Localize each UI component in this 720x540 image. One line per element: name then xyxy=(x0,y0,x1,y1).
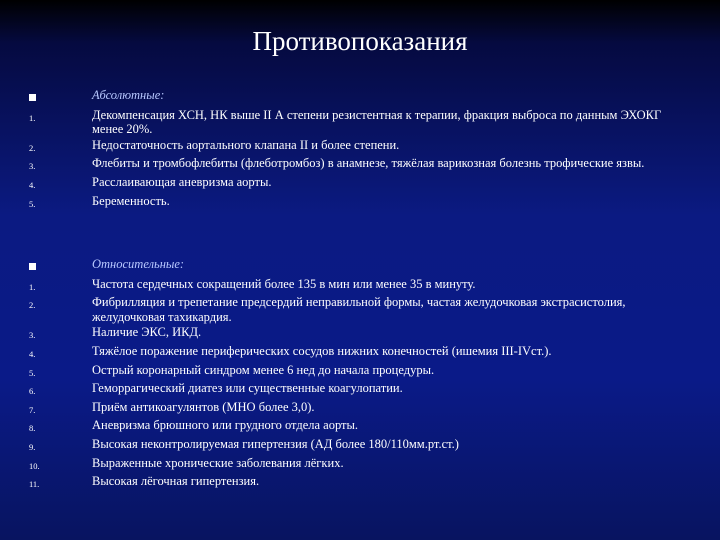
item-number: 10. xyxy=(29,460,40,471)
list-item xyxy=(0,363,720,381)
square-bullet-icon xyxy=(29,94,36,101)
item-number: 6. xyxy=(29,386,36,397)
item-number: 3. xyxy=(29,161,36,172)
item-number: 4. xyxy=(29,348,36,359)
list-item xyxy=(0,295,720,324)
list-item xyxy=(0,175,720,193)
item-text: Фибрилляция и трепетание предсердий неправильной формы, частая желудочковая экстрасистолия, желудочковая тахикардия. xyxy=(92,295,626,324)
list-item xyxy=(0,277,720,295)
item-text: Аневризма брюшного или грудного отдела аорты. xyxy=(92,418,359,433)
item-text: Геморрагический диатез или существенные коагулопатии. xyxy=(92,381,403,396)
list-item xyxy=(0,474,720,492)
list-item xyxy=(0,108,720,137)
item-text: Приём антикоагулянтов (МНО более 3,0). xyxy=(92,399,315,414)
item-text: Наличие ЭКС, ИКД. xyxy=(92,325,202,340)
item-number: 8. xyxy=(29,423,36,434)
item-number: 1. xyxy=(29,281,36,292)
item-number: 5. xyxy=(29,198,36,209)
item-number: 2. xyxy=(29,300,36,311)
list-item xyxy=(0,381,720,399)
item-text: Выраженные хронические заболевания лёгких. xyxy=(92,455,344,470)
relative-heading-row xyxy=(0,257,720,275)
item-text: Расслаивающая аневризма аорты. xyxy=(92,174,272,189)
item-text: Высокая лёгочная гипертензия. xyxy=(92,474,260,489)
item-text: Недостаточность аортального клапана II и более степени. xyxy=(92,137,400,152)
square-bullet-icon xyxy=(29,263,36,270)
list-item xyxy=(0,194,720,212)
relative-heading: Относительные: xyxy=(92,257,185,271)
list-item xyxy=(0,344,720,362)
item-text: Декомпенсация ХСН, НК выше II А степени резистентная к терапии, фракция выброса по данным ЭХОКГ менее 20%. xyxy=(92,107,662,137)
item-number: 9. xyxy=(29,441,36,452)
relative-section xyxy=(0,257,720,492)
item-number: 1. xyxy=(29,112,36,123)
item-text: Беременность. xyxy=(92,193,170,208)
list-item xyxy=(0,138,720,156)
list-item xyxy=(0,325,720,343)
absolute-section xyxy=(0,88,720,211)
item-text: Частота сердечных сокращений более 135 в мин или менее 35 в минуту. xyxy=(92,276,476,291)
item-number: 11. xyxy=(29,479,40,490)
absolute-heading-row xyxy=(0,88,720,106)
item-text: Тяжёлое поражение периферических сосудов нижних конечностей (ишемия III-IVст.). xyxy=(92,343,552,358)
list-item xyxy=(0,418,720,436)
item-number: 2. xyxy=(29,142,36,153)
item-number: 7. xyxy=(29,404,36,415)
list-item xyxy=(0,456,720,474)
item-number: 4. xyxy=(29,179,36,190)
list-item xyxy=(0,437,720,455)
list-item xyxy=(0,400,720,418)
item-text: Флебиты и тромбофлебиты (флеботромбоз) в анамнезе, тяжёлая варикозная болезнь трофические язвы. xyxy=(92,156,645,171)
item-text: Высокая неконтролируемая гипертензия (АД более 180/110мм.рт.ст.) xyxy=(92,436,459,451)
list-item xyxy=(0,156,720,174)
item-number: 3. xyxy=(29,330,36,341)
slide-title: Противопоказания xyxy=(252,26,468,56)
item-text: Острый коронарный синдром менее 6 нед до начала процедуры. xyxy=(92,362,435,377)
item-number: 5. xyxy=(29,367,36,378)
absolute-heading: Абсолютные: xyxy=(92,88,165,102)
